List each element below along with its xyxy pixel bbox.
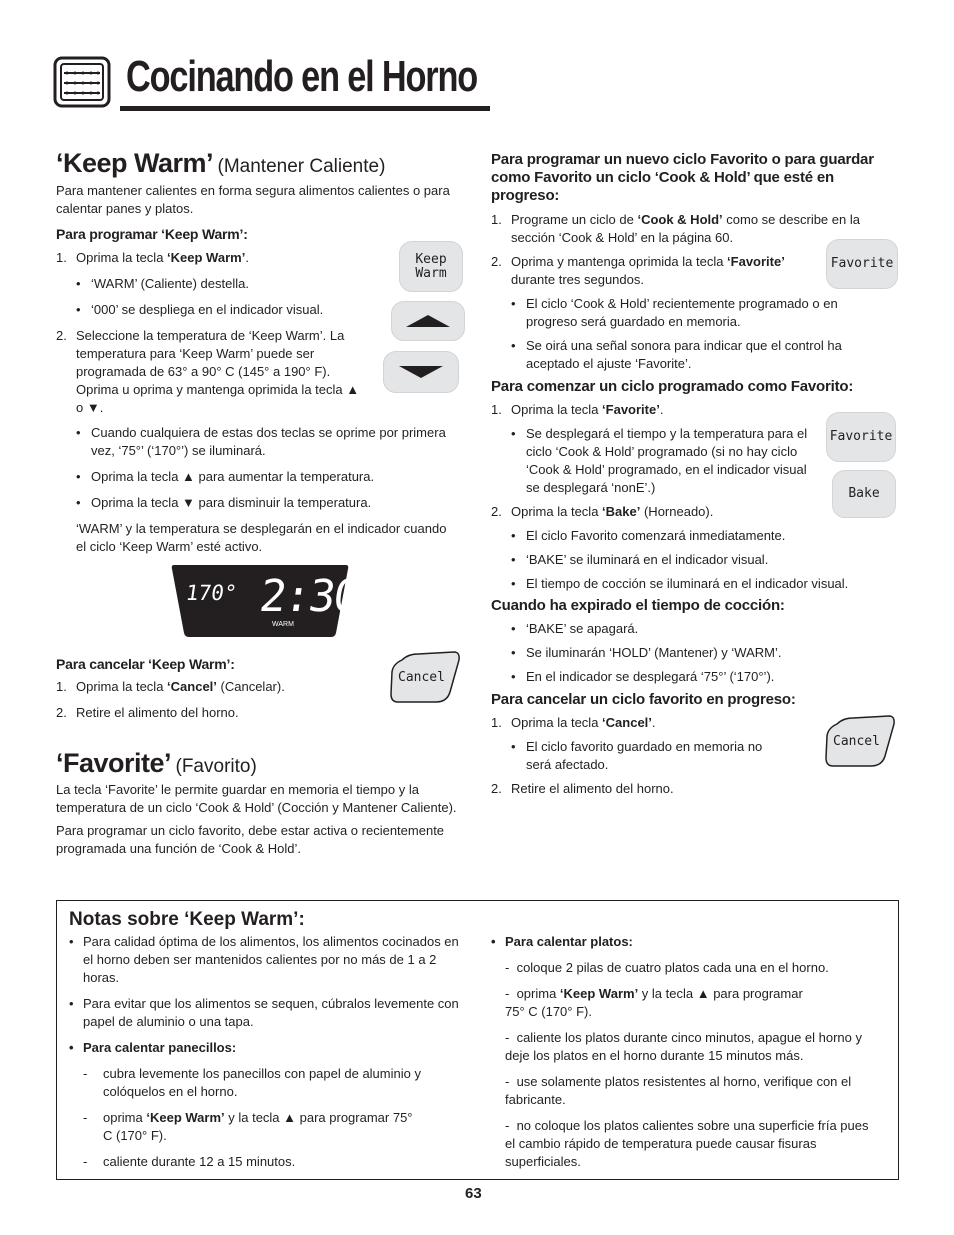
bullet-item: • Se desplegará el tiempo y la temperatura para el ciclo ‘Cook & Hold’ programado (si no hay ciclo ‘Cook & Hold’ programado, en el indicador visual se desplegará ‘nonE’.) [511, 425, 816, 497]
bullet-item: • Para calentar panecillos: [69, 1039, 459, 1057]
favorite-section [56, 748, 460, 858]
keep-warm-program-title: Para programar ‘Keep Warm’: [56, 226, 248, 242]
cancel-key[interactable]: Cancel [823, 714, 897, 768]
bullet-item: • El ciclo Favorito comenzará inmediatamente. [511, 527, 891, 545]
favorite-key[interactable]: Favorite [826, 412, 896, 462]
dash-item: - no coloque los platos calientes sobre una superficie fría pues el cambio rápido de temperatura puede causar fisuras superficiales. [505, 1118, 869, 1169]
step-item: 1. Programe un ciclo de ‘Cook & Hold’ como se describe en la sección ‘Cook & Hold’ en la página 60. [491, 212, 860, 245]
favorite-p1: La tecla ‘Favorite’ le permite guardar en memoria el tiempo y la temperatura de un ciclo ‘Cook & Hold’ (Cocción y Mantener Caliente). [56, 782, 457, 815]
up-arrow-icon [404, 313, 452, 329]
step-item: 2. Seleccione la temperatura de ‘Keep Warm’. La temperatura para ‘Keep Warm’ puede ser programada de 63° a 90° C (145° a 190° F). Oprima u oprima y mantenga oprimida la tecla ▲ o ▼. [56, 328, 360, 415]
bullet-item: • En el indicador se desplegará ‘75°’ (‘170°’). [511, 668, 891, 686]
bullet-item: • ‘BAKE’ se iluminará en el indicador visual. [511, 551, 891, 569]
keep-warm-bullets [56, 424, 456, 556]
keep-warm-cancel [56, 656, 386, 722]
oven-display [170, 563, 362, 639]
keep-warm-cancel-title: Para cancelar ‘Keep Warm’: [56, 656, 235, 672]
bullet-item: • Cuando cualquiera de estas dos teclas se oprime por primera vez, ‘75°’ (‘170°’) se iluminará. [76, 424, 456, 460]
step-item: 2. Retire el alimento del horno. [491, 781, 674, 796]
favorite-program-title: Para programar un nuevo ciclo Favorito o para guardar como Favorito un ciclo ‘Cook & Hold’ que esté en progreso: [491, 151, 874, 204]
dash-item: - oprima ‘Keep Warm’ y la tecla ▲ para programar 75° C (170° F). [83, 1110, 413, 1143]
oven-icon [53, 56, 111, 108]
keep-warm-section [56, 148, 456, 242]
notes-left [69, 933, 459, 1171]
bullet-item: • Oprima la tecla ▲ para aumentar la temperatura. [76, 468, 456, 486]
bullet-item: • Se iluminarán ‘HOLD’ (Mantener) y ‘WARM’. [511, 644, 891, 662]
favorite-cancel-title: Para cancelar un ciclo favorito en progreso: [491, 691, 796, 708]
expired-title: Cuando ha expirado el tiempo de cocción: [491, 597, 785, 614]
bullet-item: • Para calidad óptima de los alimentos, los alimentos cocinados en el horno deben ser mantenidos calientes por no más de 1 a 2 horas. [69, 933, 459, 987]
step-item: 2. Oprima y mantenga oprimida la tecla ‘Favorite’ durante tres segundos. [491, 254, 785, 287]
down-arrow-icon [397, 364, 445, 380]
right-column-start [491, 378, 891, 593]
down-arrow-key[interactable] [383, 351, 459, 393]
step-item: 2. Retire el alimento del horno. [56, 705, 239, 720]
bullet-item: • El ciclo favorito guardado en memoria no será afectado. [511, 738, 776, 774]
dash-item: - cubra levemente los panecillos con papel de aluminio y colóquelos en el horno. [83, 1066, 421, 1099]
favorite-key[interactable]: Favorite [826, 239, 898, 289]
display-label: WARM [272, 621, 294, 628]
bullet-item: • ‘WARM’ (Caliente) destella. [76, 275, 386, 293]
favorite-p2: Para programar un ciclo favorito, debe estar activa o recientemente programada una función de ‘Cook & Hold’. [56, 823, 445, 856]
bullet-item: • Para calentar platos: [491, 933, 881, 951]
bullet-item: • Se oirá una señal sonora para indicar que el control ha aceptado el ajuste ‘Favorite’. [511, 337, 866, 373]
bullet-item: • Oprima la tecla ▼ para disminuir la temperatura. [76, 494, 456, 512]
dash-item: - oprima ‘Keep Warm’ y la tecla ▲ para programar 75° C (170° F). [505, 986, 803, 1019]
right-column-expired [491, 597, 891, 686]
title-underline [120, 106, 490, 111]
notes-title: Notas sobre ‘Keep Warm’: [69, 909, 305, 930]
bullet-item: • El ciclo ‘Cook & Hold’ recientemente programado o en progreso será guardado en memoria. [511, 295, 866, 331]
up-arrow-key[interactable] [391, 301, 465, 341]
dash-item: - caliente los platos durante cinco minutos, apague el horno y deje los platos en el horno durante 15 minutos más. [505, 1030, 863, 1063]
bullet-item: • ‘000’ se despliega en el indicador visual. [76, 301, 386, 319]
favorite-heading-sub: (Favorito) [175, 756, 257, 777]
step-item: 1. Oprima la tecla ‘Favorite’. [491, 402, 664, 417]
keep-warm-heading-sub: (Mantener Caliente) [217, 156, 386, 177]
step-item: 1. Oprima la tecla ‘Cancel’. [491, 715, 656, 730]
dash-item: - caliente durante 12 a 15 minutos. [83, 1154, 296, 1169]
display-time: 2:30 [256, 571, 362, 622]
bullet-item: • ‘BAKE’ se apagará. [511, 620, 891, 638]
keep-warm-key[interactable]: Keep Warm [399, 241, 463, 292]
notes-right [491, 933, 881, 1171]
favorite-start-title: Para comenzar un ciclo programado como Favorito: [491, 378, 854, 395]
keep-warm-steps [56, 249, 386, 417]
favorite-heading: ‘Favorite’ [56, 748, 172, 778]
page-title: Cocinando en el Horno [126, 52, 478, 101]
step-item: 1. Oprima la tecla ‘Keep Warm’. [56, 250, 249, 265]
bullet-item: • Para evitar que los alimentos se sequen, cúbralos levemente con papel de aluminio o una tapa. [69, 995, 459, 1031]
bake-key[interactable]: Bake [832, 470, 896, 518]
keep-warm-note: ‘WARM’ y la temperatura se desplegarán en el indicador cuando el ciclo ‘Keep Warm’ esté activo. [76, 521, 447, 554]
cancel-key[interactable]: Cancel [388, 650, 462, 704]
keep-warm-intro: Para mantener calientes en forma segura alimentos calientes o para calentar panes y platos. [56, 183, 450, 216]
keep-warm-heading: ‘Keep Warm’ [56, 148, 214, 178]
bullet-item: • El tiempo de cocción se iluminará en el indicador visual. [511, 575, 891, 593]
dash-item: - coloque 2 pilas de cuatro platos cada una en el horno. [505, 960, 829, 975]
page-number: 63 [465, 1185, 482, 1202]
display-temp: 170° [184, 581, 239, 605]
dash-item: - use solamente platos resistentes al horno, verifique con el fabricante. [505, 1074, 852, 1107]
step-item: 2. Oprima la tecla ‘Bake’ (Horneado). [491, 504, 714, 519]
step-item: 1. Oprima la tecla ‘Cancel’ (Cancelar). [56, 679, 285, 694]
